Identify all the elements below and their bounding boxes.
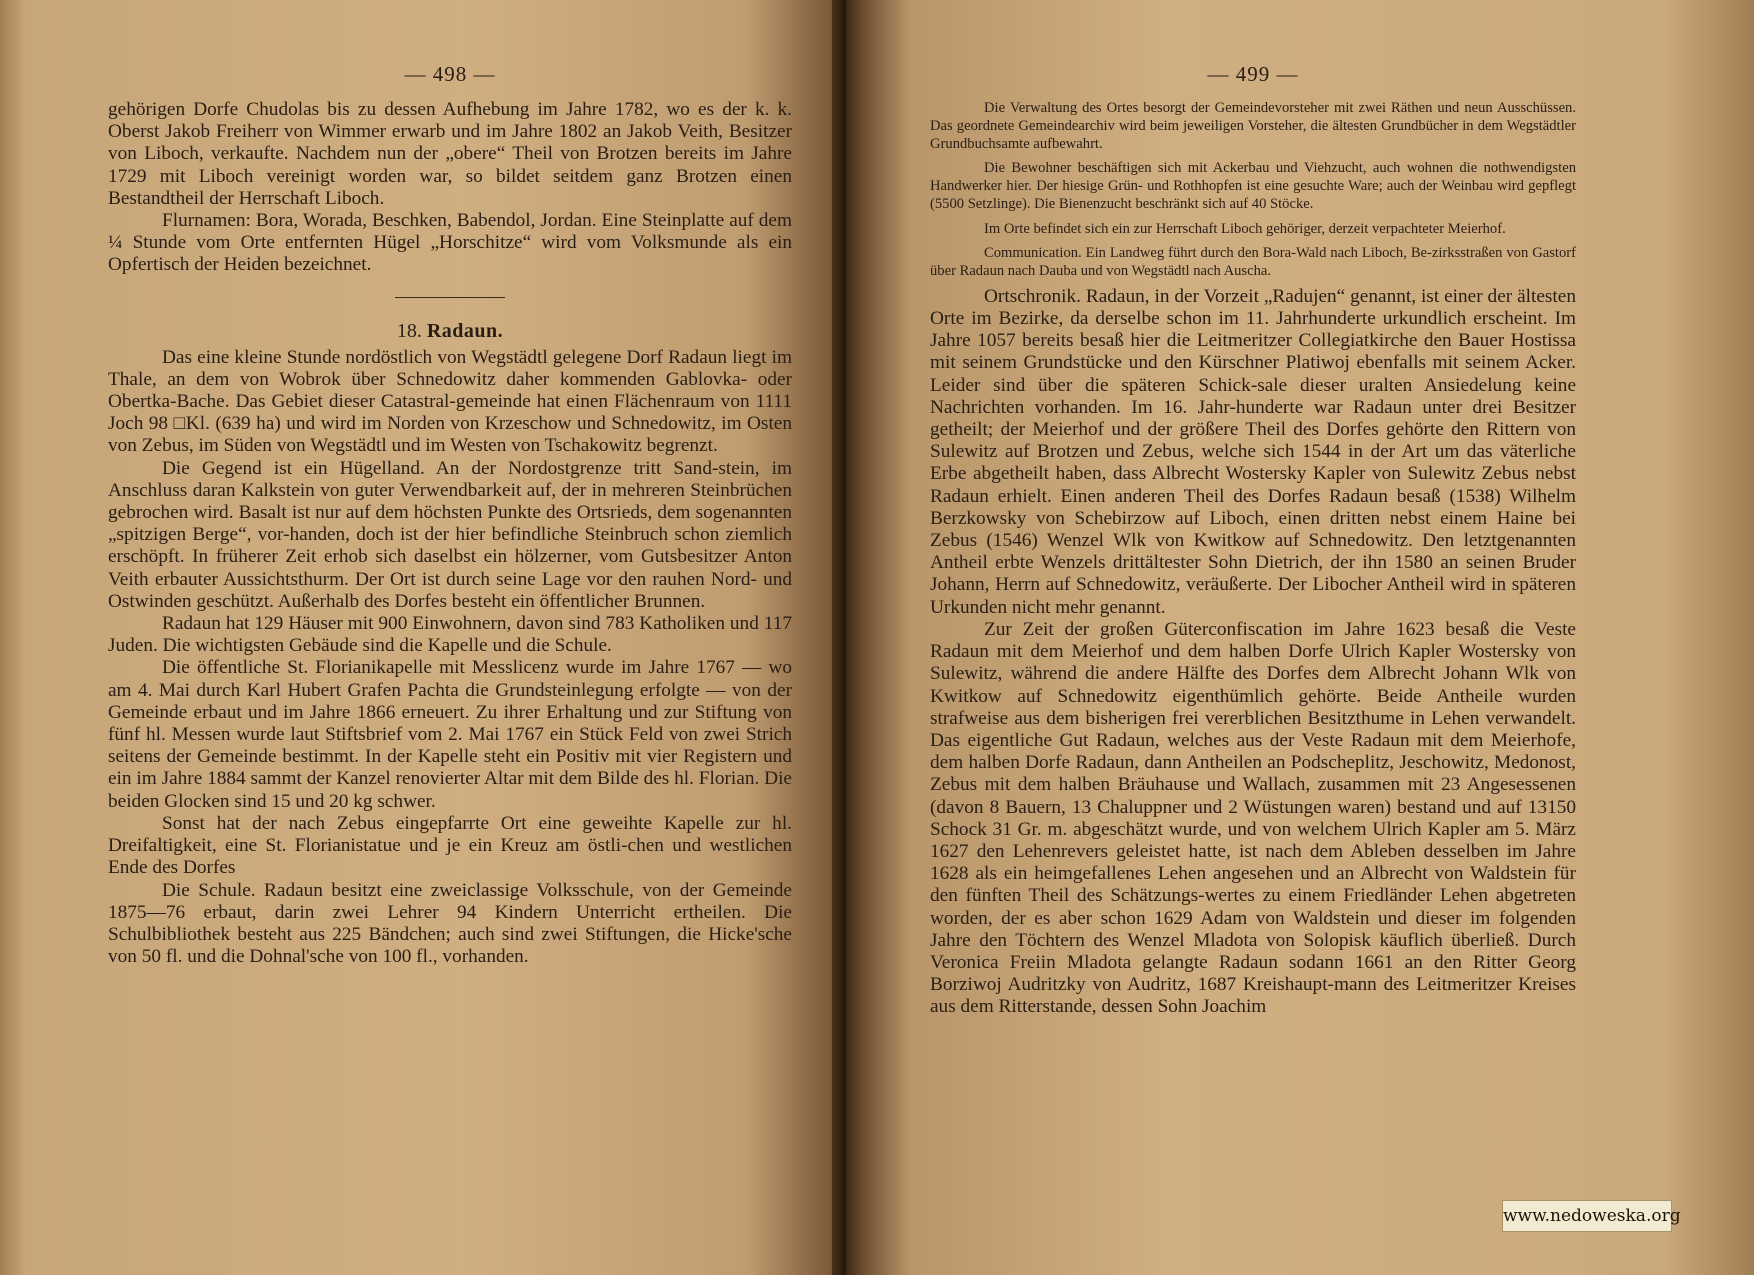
- section-title: Radaun.: [426, 319, 504, 342]
- section-divider: [395, 297, 505, 298]
- paragraph-geology: Die Gegend ist ein Hügelland. An der Nordostgrenze tritt Sand-stein, im Anschluss daran Kalkstein von guter Verwendbarkeit auf, der in mehreren Steinbrüchen gebrochen wird. Basalt ist nur auf dem höchsten Punkte des Ortsrieds, dem sogenannten „spitzigen Berge“, vor-handen, doch ist der hier befindliche Steinbruch schon ziemlich erschöpft. In früherer Zeit erhob sich daselbst ein hölzerner, vom Gutsbesitzer Anton Veith erbauter Aussichtsthurm. Der Ort ist durch seine Lage vor den rauhen Nord- und Ostwinden geschützt. Außerhalb des Dorfes besteht ein öffentlicher Brunnen.: [108, 457, 792, 612]
- paragraph-monuments: Sonst hat der nach Zebus eingepfarrte Ort eine geweihte Kapelle zur hl. Dreifaltigkeit, eine St. Florianistatue und je ein Kreuz am östli-chen und westlichen Ende des Dorfes: [108, 812, 792, 879]
- left-page: [0, 0, 846, 1275]
- left-body: [108, 99, 792, 968]
- right-page: [846, 0, 1754, 1275]
- section-number: 18.: [396, 319, 422, 342]
- watermark-label: www.nedoweska.org: [1502, 1200, 1672, 1232]
- paragraph-intro: gehörigen Dorfe Chudolas bis zu dessen Aufhebung im Jahre 1782, wo es der k. k. Oberst Jakob Freiherr von Wimmer erwarb und im Jahre 1802 an Jakob Veith, Besitzer von Liboch, verkaufte. Nachdem nun der „obere“ Theil von Brotzen bereits im Jahre 1729 mit Liboch vereinigt worden war, so bildet seitdem ganz Brotzen einen Bestandtheil der Herrschaft Liboch.: [108, 99, 792, 209]
- paragraph-confiscation: Zur Zeit der großen Güterconfiscation im Jahre 1623 besaß die Veste Radaun mit dem Meierhof und dem halben Dorfe Ulrich Kapler Wostersky von Sulewitz, während die andere Hälfte des Dorfes dem Albrecht Johann Wlk von Kwitkow auf Schnedowitz eigenthümlich gehörte. Beide Antheile wurden strafweise aus dem bisherigen frei vererblichen Besitzthume in Lehen verwandelt. Das eigentliche Gut Radaun, welches aus der Veste Radaun mit dem Meierhofe, dem halben Dorfe Radaun, dann Antheilen an Podscheplitz, Jeschowitz, Medonost, Zebus mit dem halben Bräuhause und Wallach, zusammen mit 23 Angesessenen (davon 8 Bauern, 13 Chaluppner und 2 Wüstungen waren) bestand und auf 13150 Schock 31 Gr. m. abgeschätzt wurde, und von welchem Ulrich Kapler am 5. März 1627 den Lehenrevers geleistet hatte, ist nach dem Ableben desselben im Jahre 1628 als ein heimgefallenes Lehen angesehen und an Albrecht von Waldstein für den fünften Theil des Schätzungs-wertes zu einem Friedländer Lehen abgetreten worden, der es aber schon 1629 Adam von Waldstein und dieser im folgenden Jahre den Töchtern des Wenzel Mladota von Solopisk käuflich überließ. Durch Veronica Freiin Mladota gelangte Radaun sodann 1661 an den Ritter Georg Borziwoj Audritzky von Audritz, 1687 Kreishaupt-mann des Leitmeritzer Kreises aus dem Ritterstande, dessen Sohn Joachim: [930, 618, 1576, 1018]
- paragraph-location: Das eine kleine Stunde nordöstlich von Wegstädtl gelegene Dorf Radaun liegt im Thale, an dem von Wobrok über Schnedowitz daher kommenden Gablovka- oder Obertka-Bache. Das Gebiet dieser Catastral-gemeinde hat einen Flächenraum von 1111 Joch 98 □Kl. (639 ha) und wird im Norden von Krzeschow und Schnedowitz, im Osten von Zebus, im Süden von Wegstädtl und im Westen von Tschakowitz begrenzt.: [108, 346, 792, 457]
- paragraph-ortschronik: Ortschronik. Radaun, in der Vorzeit „Radujen“ genannt, ist einer der ältesten Orte im Bezirke, da derselbe schon im 11. Jahrhunderte urkundlich erscheint. Im Jahre 1057 bereits besaß hier die Leitmeritzer Collegiatkirche den Bauer Hostissa mit seinem Grundstücke und den Kürschner Platiwoj ebenfalls mit seinem Acker. Leider sind über die späteren Schick-sale dieser uralten Ansiedelung keine Nachrichten vorhanden. Im 16. Jahr-hunderte war Radaun unter drei Besitzer getheilt; der Meierhof und der größere Theil des Dorfes gehörte den Rittern von Sulewitz auf Brotzen und Zebus, welche sich 1544 in der Art um das väterliche Erbe abgetheilt haben, dass Albrecht Wostersky Kapler von Sulewitz Zebus nebst Radaun erhielt. Einen anderen Theil des Dorfes Radaun besaß (1538) Wilhelm Berzkowsky von Schebirzow auf Liboch, einen dritten nebst einem Haine bei Zebus (1546) Wenzel Wlk von Kwitkow auf Schnedowitz. Den letztgenannten Antheil erbte Wenzels drittältester Sohn Dietrich, der ihn 1580 an seinen Bruder Johann, Herrn auf Schnedowitz, veräußerte. Der Libocher Antheil wird in späteren Urkunden nicht mehr genannt.: [930, 285, 1576, 618]
- paragraph-communication: Communication. Ein Landweg führt durch den Bora-Wald nach Liboch, Be-zirksstraßen von Gastorf über Radaun nach Dauba und von Wegstädtl nach Auscha.: [930, 244, 1576, 279]
- paragraph-chapel: Die öffentliche St. Florianikapelle mit Messlicenz wurde im Jahre 1767 — wo am 4. Mai durch Karl Hubert Grafen Pachta die Grundsteinlegung erfolgte — von der Gemeinde erbaut und im Jahre 1866 erneuert. Zu ihrer Erhaltung und zur Stiftung von fünf hl. Messen wurde laut Stiftsbrief vom 2. Mai 1767 ein Stück Feld von zwei Strich seitens der Gemeinde bestimmt. In der Kapelle steht ein Positiv mit vier Registern und ein im Jahre 1884 sammt der Kanzel renovierter Altar mit dem Bilde des hl. Florian. Die beiden Glocken sind 15 und 20 kg schwer.: [108, 657, 792, 812]
- right-body: [930, 286, 1576, 1019]
- page-number-left: — 498 —: [404, 62, 496, 86]
- paragraph-meierhof: Im Orte befindet sich ein zur Herrschaft Liboch gehöriger, derzeit verpachteter Meierhof.: [984, 220, 1506, 237]
- section-heading: [108, 320, 792, 343]
- page-number-right: — 499 —: [1207, 62, 1299, 86]
- right-small-print: [930, 99, 1576, 280]
- paragraph-inhabitants: Die Bewohner beschäftigen sich mit Ackerbau und Viehzucht, auch wohnen die nothwendigsten Handwerker hier. Der hiesige Grün- und Rothhopfen ist eine gesuchte Ware; auch der Weinbau wird gepflegt (5500 Setzlinge). Die Bienenzucht beschränkt sich auf 40 Stöcke.: [930, 160, 1576, 213]
- paragraph-school: Die Schule. Radaun besitzt eine zweiclassige Volksschule, von der Gemeinde 1875—76 erbaut, darin zwei Lehrer 94 Kindern Unterricht ertheilen. Die Schulbibliothek besteht aus 225 Bändchen; auch sind zwei Stiftungen, die Hicke'sche von 50 fl. und die Dohnal'sche von 100 fl., vorhanden.: [108, 879, 792, 968]
- paragraph-population: Radaun hat 129 Häuser mit 900 Einwohnern, davon sind 783 Katholiken und 117 Juden. Die wichtigsten Gebäude sind die Kapelle und die Schule.: [108, 613, 792, 657]
- paragraph-flurnamen: Flurnamen: Bora, Worada, Beschken, Babendol, Jordan. Eine Steinplatte auf dem ¼ Stunde vom Orte entfernten Hügel „Horschitze“ wird vom Volksmunde als ein Opfertisch der Heiden bezeichnet.: [108, 210, 792, 276]
- paragraph-administration: Die Verwaltung des Ortes besorgt der Gemeindevorsteher mit zwei Räthen und neun Ausschüssen. Das geordnete Gemeindearchiv wird beim jeweiligen Vorsteher, die ältesten Grundbücher in dem Wegstädtler Grundbuchsamte aufbewahrt.: [930, 100, 1576, 153]
